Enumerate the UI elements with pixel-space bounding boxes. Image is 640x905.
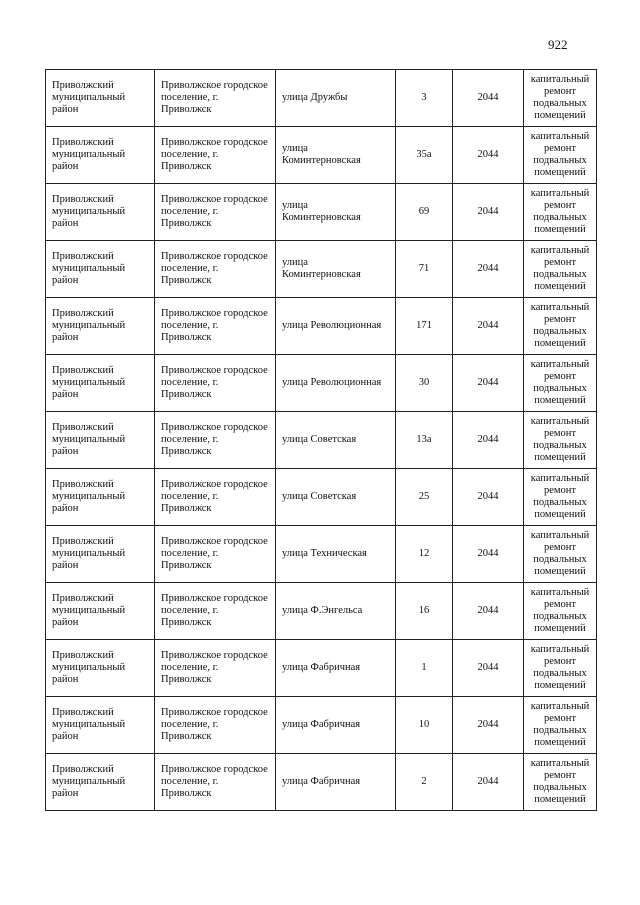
street-cell: улица Коминтерновская xyxy=(276,241,396,298)
year-cell: 2044 xyxy=(453,526,524,583)
district-cell: Приволжский муниципальный район xyxy=(46,127,155,184)
settlement-cell: Приволжское городское поселение, г. Приволжск xyxy=(155,640,276,697)
year-cell: 2044 xyxy=(453,241,524,298)
table-row xyxy=(46,640,597,697)
year-cell: 2044 xyxy=(453,754,524,811)
house-number-cell: 13а xyxy=(396,412,453,469)
table-row xyxy=(46,70,597,127)
district-cell: Приволжский муниципальный район xyxy=(46,640,155,697)
district-cell: Приволжский муниципальный район xyxy=(46,298,155,355)
work-type-cell: капитальный ремонт подвальных помещений xyxy=(524,127,597,184)
street-cell: улица Революционная xyxy=(276,298,396,355)
work-type-cell: капитальный ремонт подвальных помещений xyxy=(524,412,597,469)
district-cell: Приволжский муниципальный район xyxy=(46,526,155,583)
house-number-cell: 71 xyxy=(396,241,453,298)
district-cell: Приволжский муниципальный район xyxy=(46,754,155,811)
settlement-cell: Приволжское городское поселение, г. Приволжск xyxy=(155,241,276,298)
district-cell: Приволжский муниципальный район xyxy=(46,412,155,469)
table-row xyxy=(46,184,597,241)
work-type-cell: капитальный ремонт подвальных помещений xyxy=(524,697,597,754)
settlement-cell: Приволжское городское поселение, г. Приволжск xyxy=(155,697,276,754)
district-cell: Приволжский муниципальный район xyxy=(46,469,155,526)
work-type-cell: капитальный ремонт подвальных помещений xyxy=(524,526,597,583)
table-row xyxy=(46,526,597,583)
year-cell: 2044 xyxy=(453,640,524,697)
page-number: 922 xyxy=(548,37,568,52)
house-number-cell: 69 xyxy=(396,184,453,241)
work-type-cell: капитальный ремонт подвальных помещений xyxy=(524,298,597,355)
year-cell: 2044 xyxy=(453,184,524,241)
table-row xyxy=(46,697,597,754)
settlement-cell: Приволжское городское поселение, г. Приволжск xyxy=(155,412,276,469)
year-cell: 2044 xyxy=(453,70,524,127)
house-number-cell: 12 xyxy=(396,526,453,583)
table-row xyxy=(46,355,597,412)
district-cell: Приволжский муниципальный район xyxy=(46,70,155,127)
street-cell: улица Советская xyxy=(276,469,396,526)
year-cell: 2044 xyxy=(453,412,524,469)
work-type-cell: капитальный ремонт подвальных помещений xyxy=(524,184,597,241)
settlement-cell: Приволжское городское поселение, г. Приволжск xyxy=(155,469,276,526)
house-number-cell: 2 xyxy=(396,754,453,811)
table-row xyxy=(46,754,597,811)
table-body xyxy=(46,70,597,811)
district-cell: Приволжский муниципальный район xyxy=(46,583,155,640)
settlement-cell: Приволжское городское поселение, г. Приволжск xyxy=(155,70,276,127)
settlement-cell: Приволжское городское поселение, г. Приволжск xyxy=(155,355,276,412)
house-number-cell: 3 xyxy=(396,70,453,127)
table-row xyxy=(46,298,597,355)
district-cell: Приволжский муниципальный район xyxy=(46,184,155,241)
table-row xyxy=(46,241,597,298)
year-cell: 2044 xyxy=(453,697,524,754)
district-cell: Приволжский муниципальный район xyxy=(46,697,155,754)
street-cell: улица Коминтерновская xyxy=(276,184,396,241)
year-cell: 2044 xyxy=(453,127,524,184)
settlement-cell: Приволжское городское поселение, г. Приволжск xyxy=(155,583,276,640)
year-cell: 2044 xyxy=(453,469,524,526)
registry-table xyxy=(45,69,597,811)
district-cell: Приволжский муниципальный район xyxy=(46,355,155,412)
year-cell: 2044 xyxy=(453,298,524,355)
year-cell: 2044 xyxy=(453,583,524,640)
settlement-cell: Приволжское городское поселение, г. Приволжск xyxy=(155,754,276,811)
table-row xyxy=(46,469,597,526)
street-cell: улица Революционная xyxy=(276,355,396,412)
house-number-cell: 10 xyxy=(396,697,453,754)
house-number-cell: 171 xyxy=(396,298,453,355)
year-cell: 2044 xyxy=(453,355,524,412)
street-cell: улица Фабричная xyxy=(276,640,396,697)
house-number-cell: 1 xyxy=(396,640,453,697)
street-cell: улица Дружбы xyxy=(276,70,396,127)
work-type-cell: капитальный ремонт подвальных помещений xyxy=(524,70,597,127)
house-number-cell: 30 xyxy=(396,355,453,412)
house-number-cell: 25 xyxy=(396,469,453,526)
settlement-cell: Приволжское городское поселение, г. Приволжск xyxy=(155,526,276,583)
work-type-cell: капитальный ремонт подвальных помещений xyxy=(524,583,597,640)
house-number-cell: 35а xyxy=(396,127,453,184)
table-row xyxy=(46,127,597,184)
table-row xyxy=(46,583,597,640)
settlement-cell: Приволжское городское поселение, г. Приволжск xyxy=(155,298,276,355)
street-cell: улица Техническая xyxy=(276,526,396,583)
work-type-cell: капитальный ремонт подвальных помещений xyxy=(524,469,597,526)
work-type-cell: капитальный ремонт подвальных помещений xyxy=(524,355,597,412)
work-type-cell: капитальный ремонт подвальных помещений xyxy=(524,640,597,697)
street-cell: улица Советская xyxy=(276,412,396,469)
work-type-cell: капитальный ремонт подвальных помещений xyxy=(524,241,597,298)
street-cell: улица Фабричная xyxy=(276,754,396,811)
settlement-cell: Приволжское городское поселение, г. Приволжск xyxy=(155,184,276,241)
street-cell: улица Фабричная xyxy=(276,697,396,754)
work-type-cell: капитальный ремонт подвальных помещений xyxy=(524,754,597,811)
house-number-cell: 16 xyxy=(396,583,453,640)
street-cell: улица Коминтерновская xyxy=(276,127,396,184)
table-row xyxy=(46,412,597,469)
street-cell: улица Ф.Энгельса xyxy=(276,583,396,640)
district-cell: Приволжский муниципальный район xyxy=(46,241,155,298)
settlement-cell: Приволжское городское поселение, г. Приволжск xyxy=(155,127,276,184)
